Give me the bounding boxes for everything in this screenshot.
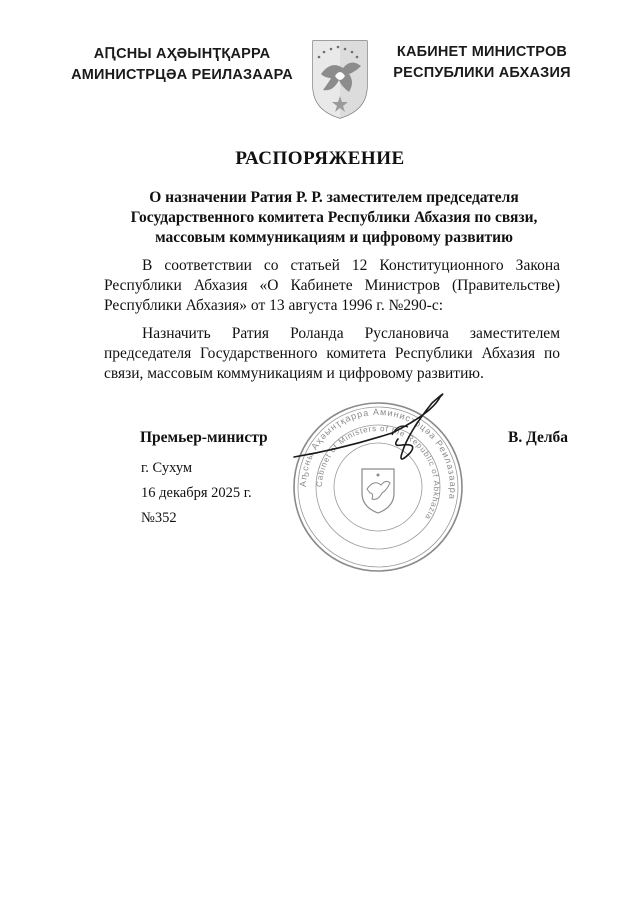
header-left (66, 44, 298, 86)
official-seal (282, 393, 474, 573)
document-title: РАСПОРЯЖЕНИЕ (235, 148, 405, 169)
signatory-position: Премьер-министр (140, 429, 268, 446)
state-emblem-icon (309, 38, 371, 120)
seal-emblem-icon (362, 469, 394, 513)
svg-text:Аҧсны Аҳәынҭқарра Аминистрцәа: Аҧсны Аҳәынҭқарра Аминистрцәа Реилазаара (297, 406, 459, 501)
signatory-name: В. Делба (508, 429, 569, 446)
header-right-line1: КАБИНЕТ МИНИСТРОВ (396, 44, 568, 60)
paragraph-legal-basis: В соответствии со статьей 12 Конституционного Закона Республики Абхазия «О Кабинете Министров (Правительстве) Республики Абхазия» от 13 августа 1996 г. №290-с: (104, 257, 560, 314)
document-subject: О назначении Ратия Р. Р. заместителем председателя Государственного комитета Республики Абхазия по связи, массовым коммуникациям и цифровому развитию (130, 189, 538, 246)
svg-text:Cabinet of Ministers of the Re: Cabinet of Ministers of the Republic of Abkhazia (314, 423, 442, 522)
document-number: №352 (141, 510, 177, 526)
header-left-line2: АМИНИСТРЦӘА РЕИЛАЗААРА (71, 67, 293, 83)
paragraph-appointment: Назначить Ратия Роланда Руслановича заместителем председателя Государственного комитета Республики Абхазия по связи, массовым коммуникациям и цифровому развитию. (104, 325, 560, 382)
document-date: 16 декабря 2025 г. (141, 485, 252, 501)
header-right (382, 42, 582, 84)
header-left-line1: АԤСНЫ АҲӘЫНҬҚАРРА (93, 46, 271, 62)
document-place: г. Сухум (141, 460, 193, 476)
header-right-line2: РЕСПУБЛИКИ АБХАЗИЯ (393, 65, 571, 81)
